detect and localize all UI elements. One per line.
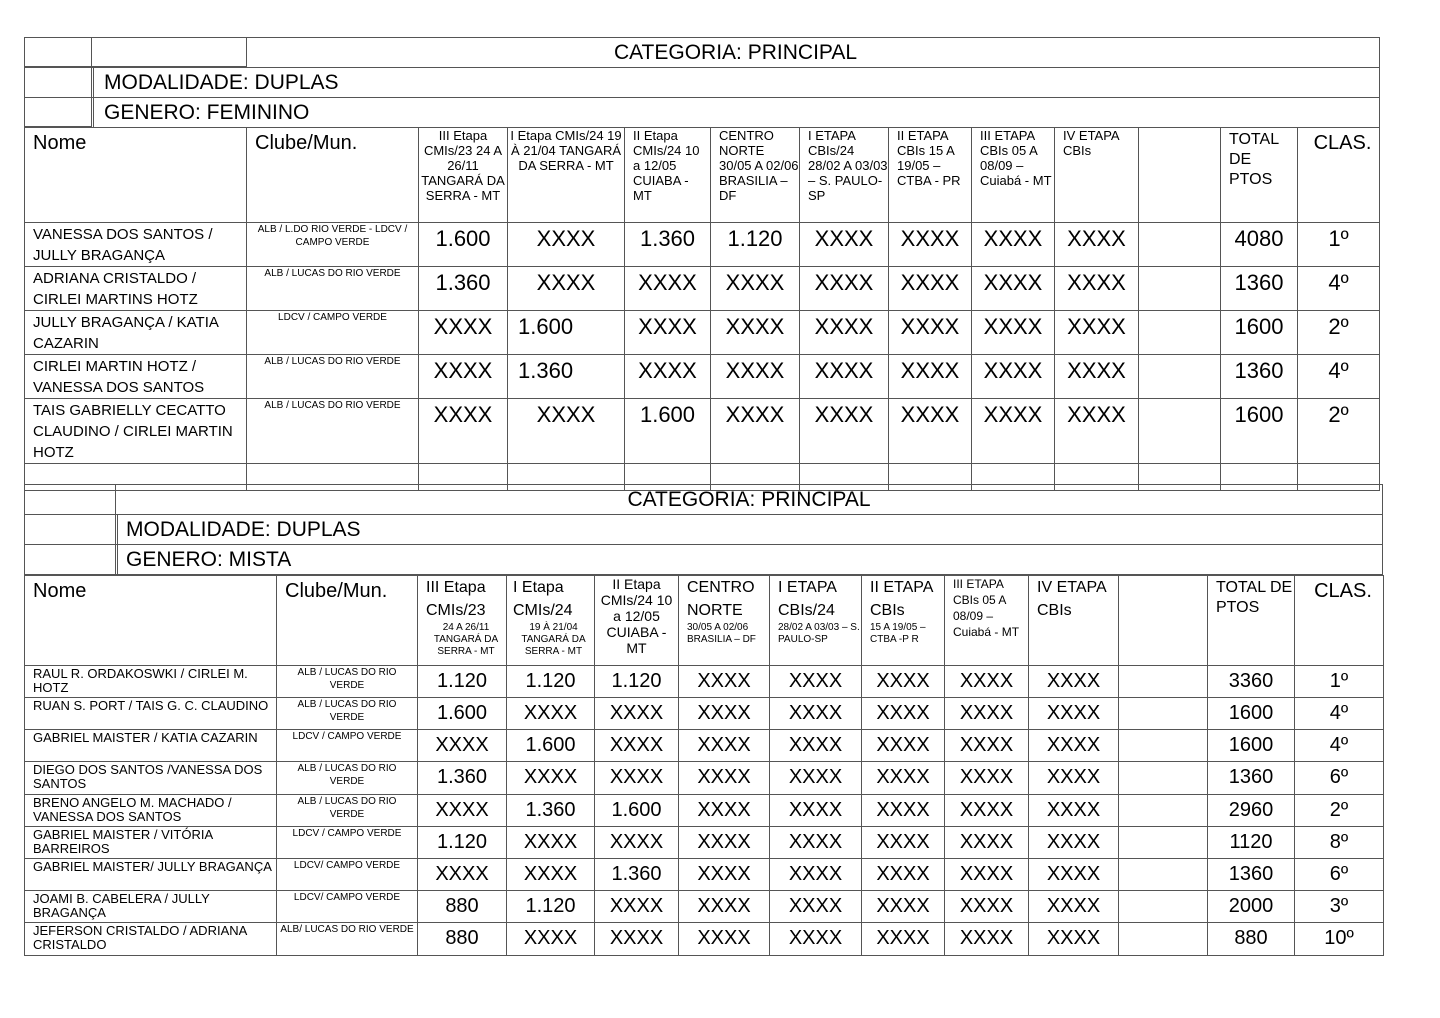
player-names: TAIS GABRIELLY CECATTO CLAUDINO / CIRLEI MARTIN HOTZ xyxy=(25,399,247,464)
col-stage-1 xyxy=(418,576,507,666)
stage-points: 1.600 xyxy=(595,795,679,827)
col-clube: Clube/Mun. xyxy=(247,128,419,223)
col-clube: Clube/Mun. xyxy=(277,576,418,666)
stage-points: XXXX xyxy=(711,399,800,464)
stage-points: XXXX xyxy=(1055,311,1139,355)
table-row xyxy=(25,698,1384,730)
stage-points: XXXX xyxy=(972,399,1055,464)
total-points: 3360 xyxy=(1208,666,1295,698)
stage-points: XXXX xyxy=(972,223,1055,267)
stage-points: XXXX xyxy=(507,923,595,956)
stage-points: XXXX xyxy=(595,923,679,956)
total-points: 1120 xyxy=(1208,827,1295,859)
stage-points: XXXX xyxy=(770,730,862,762)
stage-points: XXXX xyxy=(770,891,862,923)
stage-points: XXXX xyxy=(770,762,862,795)
stage-points: XXXX xyxy=(418,859,507,891)
table-row xyxy=(25,923,1384,956)
stage-title: II ETAPA CBIs xyxy=(870,579,933,619)
genero-row xyxy=(24,97,1380,128)
blank-cell xyxy=(1119,730,1208,762)
stage-points: XXXX xyxy=(1029,923,1119,956)
total-points: 1360 xyxy=(1221,267,1298,311)
stage-points: XXXX xyxy=(679,891,770,923)
col-stage-2: I Etapa CMIs/24 19 À 21/04 TANGARÁ DA SERRA - MT xyxy=(508,128,625,223)
classification: 2º xyxy=(1295,795,1384,827)
player-names: GABRIEL MAISTER / VITÓRIA BARREIROS xyxy=(25,827,277,859)
categoria-label: CATEGORIA: PRINCIPAL xyxy=(116,484,1383,515)
genero-label: GENERO: FEMININO xyxy=(93,98,309,127)
club-city: ALB / LUCAS DO RIO VERDE xyxy=(277,762,418,795)
stage-sub: 30/05 A 02/06 BRASILIA – DF xyxy=(687,622,756,645)
stage-points: XXXX xyxy=(889,311,972,355)
col-stage-1: III Etapa CMIs/23 24 A 26/11 TANGARÁ DA SERRA - MT xyxy=(419,128,508,223)
blank-cell xyxy=(1139,355,1221,399)
club-city: LDCV / CAMPO VERDE xyxy=(277,730,418,762)
total-points: 1360 xyxy=(1208,762,1295,795)
total-points: 1600 xyxy=(1208,730,1295,762)
col-stage-6: II ETAPA CBIs 15 A 19/05 – CTBA - PR xyxy=(889,128,972,223)
stage-sub: 24 A 26/11 TANGARÁ DA SERRA - MT xyxy=(433,622,499,657)
stage-points: 880 xyxy=(418,923,507,956)
club-city: ALB / LUCAS DO RIO VERDE xyxy=(277,795,418,827)
stage-points: XXXX xyxy=(419,399,508,464)
stage-points: XXXX xyxy=(770,698,862,730)
total-points: 880 xyxy=(1208,923,1295,956)
stage-title: I ETAPA CBIs/24 xyxy=(778,579,837,619)
blank-cell xyxy=(1119,762,1208,795)
table-row xyxy=(25,355,1380,399)
modalidade-label: MODALIDADE: DUPLAS xyxy=(93,68,339,97)
club-city: ALB / LUCAS DO RIO VERDE xyxy=(277,666,418,698)
total-points: 1600 xyxy=(1221,311,1298,355)
modalidade-label: MODALIDADE: DUPLAS xyxy=(117,515,361,544)
blank-cell xyxy=(1119,827,1208,859)
stage-points: XXXX xyxy=(711,267,800,311)
stage-points: 1.600 xyxy=(419,223,508,267)
blank-cell xyxy=(1139,267,1221,311)
club-city: LDCV/ CAMPO VERDE xyxy=(277,859,418,891)
stage-points: XXXX xyxy=(711,311,800,355)
stage-title: CENTRO NORTE xyxy=(687,579,755,619)
col-stage-5 xyxy=(770,576,862,666)
player-names: GABRIEL MAISTER/ JULLY BRAGANÇA xyxy=(25,859,277,891)
stage-sub: 19 À 21/04 TANGARÁ DA SERRA - MT xyxy=(521,622,586,657)
club-city: ALB / LUCAS DO RIO VERDE xyxy=(247,355,419,399)
col-stage-8: IV ETAPA CBIs xyxy=(1029,576,1119,666)
stage-sub: 15 A 19/05 – CTBA -P R xyxy=(870,622,926,645)
stage-points: XXXX xyxy=(889,399,972,464)
col-total: TOTAL DE PTOS xyxy=(1221,128,1298,223)
stage-points: XXXX xyxy=(862,859,945,891)
modalidade-row xyxy=(24,514,1383,545)
blank-cell xyxy=(1119,698,1208,730)
player-names: RUAN S. PORT / TAIS G. C. CLAUDINO xyxy=(25,698,277,730)
total-points: 4080 xyxy=(1221,223,1298,267)
stage-points: 880 xyxy=(418,891,507,923)
classification: 6º xyxy=(1295,859,1384,891)
stage-points: 1.120 xyxy=(418,666,507,698)
table-row xyxy=(25,223,1380,267)
stage-points: XXXX xyxy=(770,859,862,891)
table-row xyxy=(25,666,1384,698)
stage-points: XXXX xyxy=(800,355,889,399)
blank-cell xyxy=(1119,923,1208,956)
blank-cell xyxy=(1119,795,1208,827)
stage-points: XXXX xyxy=(419,355,508,399)
classification: 4º xyxy=(1295,730,1384,762)
stage-points: XXXX xyxy=(862,795,945,827)
total-points: 2000 xyxy=(1208,891,1295,923)
col-stage-2 xyxy=(507,576,595,666)
club-city: ALB/ LUCAS DO RIO VERDE xyxy=(277,923,418,956)
stage-points: 1.600 xyxy=(418,698,507,730)
stage-points: XXXX xyxy=(972,267,1055,311)
col-nome: Nome xyxy=(25,128,247,223)
stage-points: XXXX xyxy=(625,267,711,311)
col-blank xyxy=(1119,576,1208,666)
stage-points: XXXX xyxy=(679,923,770,956)
stage-points: XXXX xyxy=(945,827,1029,859)
blank-cell xyxy=(1139,223,1221,267)
club-city: ALB / L.DO RIO VERDE - LDCV / CAMPO VERDE xyxy=(247,223,419,267)
stage-points: XXXX xyxy=(418,795,507,827)
classification: 4º xyxy=(1298,355,1380,399)
categoria-label: CATEGORIA: PRINCIPAL xyxy=(92,37,1380,68)
total-points: 2960 xyxy=(1208,795,1295,827)
stage-points: XXXX xyxy=(800,223,889,267)
stage-points: XXXX xyxy=(679,698,770,730)
stage-points: XXXX xyxy=(1055,267,1139,311)
genero-label: GENERO: MISTA xyxy=(117,545,291,574)
player-names: RAUL R. ORDAKOSWKI / CIRLEI M. HOTZ xyxy=(25,666,277,698)
stage-points: XXXX xyxy=(711,355,800,399)
stage-points: 1.120 xyxy=(711,223,800,267)
stage-points: XXXX xyxy=(945,795,1029,827)
stage-points: XXXX xyxy=(595,891,679,923)
table-row xyxy=(25,859,1384,891)
table2-grid xyxy=(24,575,1384,956)
table-row xyxy=(25,891,1384,923)
stage-points: XXXX xyxy=(1029,666,1119,698)
stage-points: XXXX xyxy=(679,730,770,762)
total-points: 1600 xyxy=(1221,399,1298,464)
stage-points: XXXX xyxy=(770,827,862,859)
col-stage-7: III ETAPA CBIs 05 A 08/09 – Cuiabá - MT xyxy=(945,576,1029,666)
classification: 10º xyxy=(1295,923,1384,956)
stage-sub: 28/02 A 03/03 – S. PAULO-SP xyxy=(778,622,860,645)
stage-points: XXXX xyxy=(945,666,1029,698)
stage-points: 1.120 xyxy=(418,827,507,859)
stage-points: 1.360 xyxy=(419,267,508,311)
col-stage-4: CENTRO NORTE 30/05 A 02/06 BRASILIA – DF xyxy=(711,128,800,223)
classification: 1º xyxy=(1295,666,1384,698)
stage-points: XXXX xyxy=(1029,859,1119,891)
stage-points: XXXX xyxy=(1055,223,1139,267)
stage-points: 1.360 xyxy=(418,762,507,795)
stage-points: XXXX xyxy=(679,859,770,891)
col-clas: CLAS. xyxy=(1298,128,1380,223)
stage-points: XXXX xyxy=(862,827,945,859)
col-total: TOTAL DE PTOS xyxy=(1208,576,1295,666)
player-names: BRENO ANGELO M. MACHADO / VANESSA DOS SANTOS xyxy=(25,795,277,827)
stage-title: III Etapa CMIs/23 xyxy=(426,579,486,619)
player-names: ADRIANA CRISTALDO / CIRLEI MARTINS HOTZ xyxy=(25,267,247,311)
club-city: LDCV/ CAMPO VERDE xyxy=(277,891,418,923)
stage-points: XXXX xyxy=(1055,399,1139,464)
blank-cell xyxy=(1139,311,1221,355)
stage-points: XXXX xyxy=(889,223,972,267)
column-header-row xyxy=(25,128,1380,223)
col-stage-3: II Etapa CMIs/24 10 a 12/05 CUIABA - MT xyxy=(625,128,711,223)
blank-cell xyxy=(1119,666,1208,698)
genero-row xyxy=(24,544,1383,575)
player-names: JULLY BRAGANÇA / KATIA CAZARIN xyxy=(25,311,247,355)
stage-points: XXXX xyxy=(945,730,1029,762)
stage-points: XXXX xyxy=(507,762,595,795)
stage-points: XXXX xyxy=(508,223,625,267)
stage-points: XXXX xyxy=(679,762,770,795)
stage-points: XXXX xyxy=(889,355,972,399)
stage-points: XXXX xyxy=(679,795,770,827)
col-stage-3: II Etapa CMIs/24 10 a 12/05 CUIABA - MT xyxy=(595,576,679,666)
stage-points: XXXX xyxy=(625,311,711,355)
stage-points: XXXX xyxy=(862,762,945,795)
stage-points: XXXX xyxy=(945,923,1029,956)
blank-cell xyxy=(1119,859,1208,891)
table-row xyxy=(25,795,1384,827)
classification: 4º xyxy=(1295,698,1384,730)
table-row xyxy=(25,267,1380,311)
stage-points: XXXX xyxy=(507,859,595,891)
player-names: JOAMI B. CABELERA / JULLY BRAGANÇA xyxy=(25,891,277,923)
table-row xyxy=(25,399,1380,464)
club-city: ALB / LUCAS DO RIO VERDE xyxy=(277,698,418,730)
stage-points: XXXX xyxy=(1029,891,1119,923)
table2-header xyxy=(24,484,1383,575)
stage-points: XXXX xyxy=(508,399,625,464)
player-names: GABRIEL MAISTER / KATIA CAZARIN xyxy=(25,730,277,762)
stage-points: XXXX xyxy=(1029,795,1119,827)
club-city: ALB / LUCAS DO RIO VERDE xyxy=(247,399,419,464)
stage-points: 1.360 xyxy=(595,859,679,891)
stage-points: 1.360 xyxy=(507,795,595,827)
stage-points: XXXX xyxy=(945,698,1029,730)
club-city: ALB / LUCAS DO RIO VERDE xyxy=(247,267,419,311)
stage-points: XXXX xyxy=(595,730,679,762)
classification: 2º xyxy=(1298,311,1380,355)
table-row xyxy=(25,730,1384,762)
stage-points: XXXX xyxy=(419,311,508,355)
club-city: LDCV / CAMPO VERDE xyxy=(247,311,419,355)
stage-points: XXXX xyxy=(595,762,679,795)
col-clas: CLAS. xyxy=(1295,576,1384,666)
col-stage-5: I ETAPA CBIs/24 28/02 A 03/03 – S. PAULO-SP xyxy=(800,128,889,223)
classification: 8º xyxy=(1295,827,1384,859)
stage-points: 1.600 xyxy=(507,730,595,762)
stage-points: XXXX xyxy=(1029,827,1119,859)
stage-points: XXXX xyxy=(770,795,862,827)
classification: 6º xyxy=(1295,762,1384,795)
col-stage-6 xyxy=(862,576,945,666)
stage-points: XXXX xyxy=(972,355,1055,399)
stage-points: XXXX xyxy=(770,923,862,956)
stage-points: 1.120 xyxy=(507,666,595,698)
stage-points: 1.120 xyxy=(507,891,595,923)
stage-points: XXXX xyxy=(507,698,595,730)
stage-points: 1.360 xyxy=(625,223,711,267)
stage-points: XXXX xyxy=(862,891,945,923)
stage-points: XXXX xyxy=(862,730,945,762)
stage-points: XXXX xyxy=(945,891,1029,923)
stage-points: 1.120 xyxy=(595,666,679,698)
table-row xyxy=(25,827,1384,859)
table1-grid xyxy=(24,127,1380,491)
total-points: 1360 xyxy=(1221,355,1298,399)
stage-points: XXXX xyxy=(945,762,1029,795)
col-blank xyxy=(1139,128,1221,223)
total-points: 1600 xyxy=(1208,698,1295,730)
classification: 4º xyxy=(1298,267,1380,311)
club-city: LDCV / CAMPO VERDE xyxy=(277,827,418,859)
stage-points: XXXX xyxy=(1029,730,1119,762)
stage-points: XXXX xyxy=(972,311,1055,355)
stage-points: XXXX xyxy=(862,698,945,730)
stage-points: XXXX xyxy=(1055,355,1139,399)
stage-points: XXXX xyxy=(770,666,862,698)
stage-points: XXXX xyxy=(679,666,770,698)
stage-points: XXXX xyxy=(800,267,889,311)
stage-points: XXXX xyxy=(625,355,711,399)
stage-points: XXXX xyxy=(862,666,945,698)
classification: 1º xyxy=(1298,223,1380,267)
col-stage-8: IV ETAPA CBIs xyxy=(1055,128,1139,223)
stage-points: XXXX xyxy=(595,698,679,730)
modalidade-row xyxy=(24,67,1380,98)
table-row xyxy=(25,762,1384,795)
stage-points: XXXX xyxy=(889,267,972,311)
classification: 2º xyxy=(1298,399,1380,464)
total-points: 1360 xyxy=(1208,859,1295,891)
stage-points: XXXX xyxy=(508,267,625,311)
classification: 3º xyxy=(1295,891,1384,923)
blank-cell xyxy=(1119,891,1208,923)
stage-points: XXXX xyxy=(800,399,889,464)
stage-points: XXXX xyxy=(1029,698,1119,730)
player-names: CIRLEI MARTIN HOTZ / VANESSA DOS SANTOS xyxy=(25,355,247,399)
stage-points: XXXX xyxy=(595,827,679,859)
table-row xyxy=(25,311,1380,355)
stage-points: 1.360 xyxy=(508,355,625,399)
stage-points: XXXX xyxy=(800,311,889,355)
stage-points: XXXX xyxy=(862,923,945,956)
col-nome: Nome xyxy=(25,576,277,666)
stage-points: 1.600 xyxy=(625,399,711,464)
column-header-row xyxy=(25,576,1384,666)
blank-cell xyxy=(1139,399,1221,464)
player-names: DIEGO DOS SANTOS /VANESSA DOS SANTOS xyxy=(25,762,277,795)
stage-points: XXXX xyxy=(679,827,770,859)
stage-points: XXXX xyxy=(945,859,1029,891)
player-names: VANESSA DOS SANTOS / JULLY BRAGANÇA xyxy=(25,223,247,267)
col-stage-7: III ETAPA CBIs 05 A 08/09 – Cuiabá - MT xyxy=(972,128,1055,223)
col-stage-4 xyxy=(679,576,770,666)
table1-header xyxy=(24,37,1380,127)
stage-points: XXXX xyxy=(507,827,595,859)
player-names: JEFERSON CRISTALDO / ADRIANA CRISTALDO xyxy=(25,923,277,956)
stage-points: XXXX xyxy=(1029,762,1119,795)
stage-points: 1.600 xyxy=(508,311,625,355)
stage-points: XXXX xyxy=(418,730,507,762)
stage-title: I Etapa CMIs/24 xyxy=(513,579,573,619)
